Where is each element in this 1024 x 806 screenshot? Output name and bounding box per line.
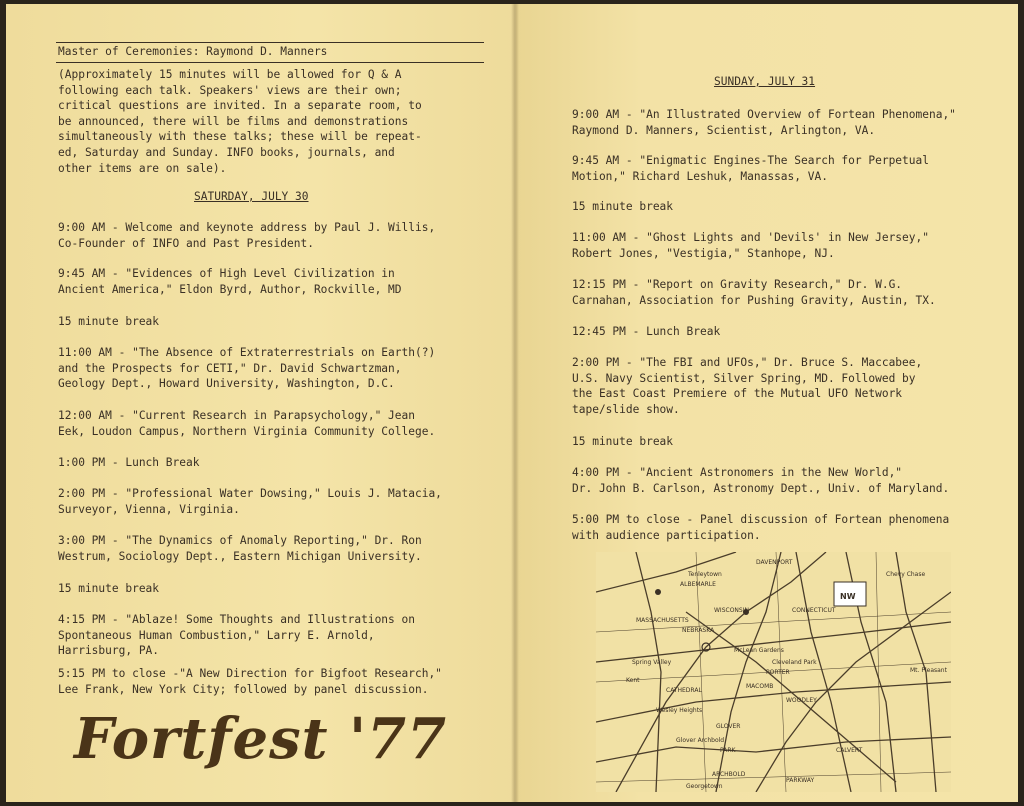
map-label: PARK [720,747,736,754]
schedule-item: 15 minute break [572,435,674,448]
schedule-item: 9:00 AM - "An Illustrated Overview of Fortean Phenomena," Raymond D. Manners, Scientist, Arlington, VA. [572,108,956,137]
map-label: McLean Gardens [734,647,784,654]
map-label: Mt. Pleasant [910,667,947,674]
map-label: NW [840,592,856,601]
schedule-item: 9:00 AM - Welcome and keynote address by Paul J. Willis, Co-Founder of INFO and Past President. [58,221,436,250]
map-label: Cleveland Park [772,659,817,666]
map-label: MACOMB [746,683,774,690]
schedule-item: 11:00 AM - "Ghost Lights and 'Devils' in New Jersey," Robert Jones, "Vestigia," Stanhope, NJ. [572,231,929,260]
center-fold [511,4,519,802]
schedule-item: 1:00 PM - Lunch Break [58,456,200,469]
sunday-heading: SUNDAY, JULY 31 [714,75,816,88]
schedule-item: 4:15 PM - "Ablaze! Some Thoughts and Illustrations on Spontaneous Human Combustion," Larry E. Arnold, Harrisburg, PA. [58,613,415,658]
map-label: ARCHBOLD [712,771,746,778]
map-label: Wesley Heights [656,707,703,714]
schedule-item: 3:00 PM - "The Dynamics of Anomaly Reporting," Dr. Ron Westrum, Sociology Dept., Eastern Michigan University. [58,534,422,563]
schedule-item: 5:15 PM to close -"A New Direction for Bigfoot Research," Lee Frank, New York City; followed by panel discussion. [58,667,442,696]
map-label: CATHEDRAL [666,687,702,694]
map-label: PORTER [766,669,790,676]
schedule-item: 9:45 AM - "Evidences of High Level Civilization in Ancient America," Eldon Byrd, Author, Rockville, MD [58,267,402,296]
map-label: Chevy Chase [886,571,926,578]
map-label: Georgetown [686,783,723,790]
schedule-item: 12:15 PM - "Report on Gravity Research," Dr. W.G. Carnahan, Association for Pushing Gravity, Austin, TX. [572,278,936,307]
header-rule-bottom [56,62,484,63]
schedule-item: 12:00 AM - "Current Research in Parapsychology," Jean Eek, Loudon Campus, Northern Virginia Community College. [58,409,436,438]
right-page [516,4,1018,802]
schedule-item: 15 minute break [58,315,160,328]
brochure-sheet [6,4,1018,802]
map-label: WISCONSIN [714,607,749,614]
map-label: GLOVER [716,723,741,730]
schedule-item: 12:45 PM - Lunch Break [572,325,721,338]
schedule-item: 4:00 PM - "Ancient Astronomers in the New World," Dr. John B. Carlson, Astronomy Dept., Univ. of Maryland. [572,466,950,495]
map-label: DAVENPORT [756,559,793,566]
map-label: Tenleytown [688,571,722,578]
schedule-item: 15 minute break [58,582,160,595]
schedule-item: 15 minute break [572,200,674,213]
map-label: WOODLEY [786,697,817,704]
map-label: ALBEMARLE [680,581,716,588]
map-label: Spring Valley [632,659,672,666]
map-label: CALVERT [836,747,863,754]
street-map [596,552,951,792]
fortfest-logo: Fortfest '77 [74,706,448,772]
map-label: MASSACHUSETTS [636,617,689,624]
schedule-item: 5:00 PM to close - Panel discussion of Fortean phenomena with audience participation. [572,513,950,542]
left-page [6,4,516,802]
map-label: NEBRASKA [682,627,715,634]
schedule-item: 9:45 AM - "Enigmatic Engines-The Search for Perpetual Motion," Richard Leshuk, Manassas, VA. [572,154,929,183]
schedule-item: 2:00 PM - "Professional Water Dowsing," Louis J. Matacia, Surveyor, Vienna, Virginia. [58,487,442,516]
map-label: PARKWAY [786,777,815,784]
map-label: Kent [626,677,640,684]
map-label: Glover Archbold [676,737,725,744]
schedule-item: 2:00 PM - "The FBI and UFOs," Dr. Bruce S. Maccabee, U.S. Navy Scientist, Silver Spring, MD. Followed by the East Coast Premiere of the Mutual UFO Network tape/slide show. [572,356,923,416]
header-rule-top [56,42,484,43]
master-of-ceremonies: Master of Ceremonies: Raymond D. Manners [58,45,328,58]
intro-paragraph: (Approximately 15 minutes will be allowed for Q & A following each talk. Speakers' views are their own; critical questions are invited. In a separate room, to be announced, there will be films and demonstrations simultaneously with these talks; these will be repeat- ed, Saturday and Sunday. INFO books, journals, and other items are on sale). [58,68,422,175]
map-label: CONNECTICUT [792,607,836,614]
schedule-item: 11:00 AM - "The Absence of Extraterrestrials on Earth(?) and the Prospects for CETI," Dr. David Schwartzman, Geology Dept., Howard University, Washington, D.C. [58,346,436,391]
street-map-graphic [596,552,951,792]
saturday-heading: SATURDAY, JULY 30 [194,190,309,203]
